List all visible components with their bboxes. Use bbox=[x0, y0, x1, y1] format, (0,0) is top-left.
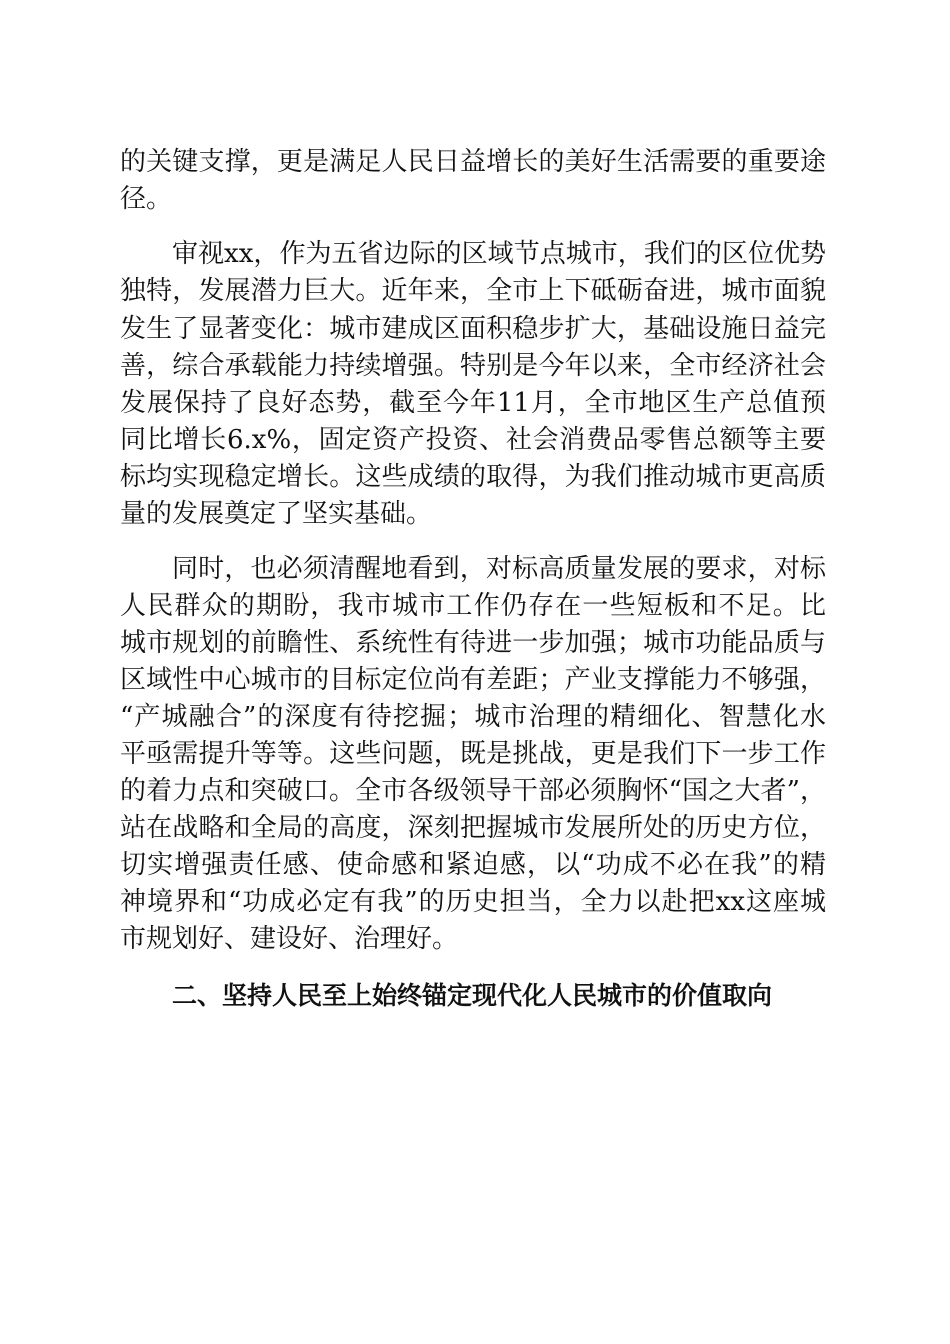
paragraph-3-line-11: 市规划好、建设好、治理好。 bbox=[120, 924, 459, 954]
paragraph-2-line-5: 发展保持了良好态势，截至今年11月，全市地区生产总值预 bbox=[120, 388, 826, 418]
paragraph-3-line-5: “产城融合”的深度有待挖掘；城市治理的精细化、智慧化水 bbox=[120, 702, 826, 732]
paragraph-2-line-2: 独特，发展潜力巨大。近年来，全市上下砥砺奋进，城市面貌 bbox=[120, 276, 826, 306]
paragraph-1-line-2: 径。 bbox=[120, 184, 173, 214]
paragraph-1-line-1: 的关键支撑，更是满足人民日益增长的美好生活需要的重要途 bbox=[120, 147, 826, 177]
paragraph-3-line-4: 区域性中心城市的目标定位尚有差距；产业支撑能力不够强， bbox=[120, 665, 826, 695]
paragraph-3-line-2: 人民群众的期盼，我市城市工作仍存在一些短板和不足。比 bbox=[120, 591, 826, 621]
paragraph-2-line-4: 善，综合承载能力持续增强。特别是今年以来，全市经济社会 bbox=[120, 351, 826, 381]
paragraph-2-line-1: 审视xx，作为五省边际的区域节点城市，我们的区位优势 bbox=[172, 239, 826, 269]
section-heading: 二、坚持人民至上始终锚定现代化人民城市的价值取向 bbox=[172, 981, 773, 1010]
paragraph-2-line-6: 同比增长6.x%，固定资产投资、社会消费品零售总额等主要 bbox=[120, 425, 826, 455]
paragraph-3-line-6: 平亟需提升等等。这些问题，既是挑战，更是我们下一步工作 bbox=[120, 739, 826, 769]
paragraph-3-line-3: 城市规划的前瞻性、系统性有待进一步加强；城市功能品质与 bbox=[120, 628, 826, 658]
paragraph-2-line-3: 发生了显著变化：城市建成区面积稳步扩大，基础设施日益完 bbox=[120, 314, 826, 344]
paragraph-3-line-1: 同时，也必须清醒地看到，对标高质量发展的要求，对标 bbox=[172, 554, 826, 584]
paragraph-3-line-8: 站在战略和全局的高度，深刻把握城市发展所处的历史方位， bbox=[120, 813, 826, 843]
paragraph-3-line-7: 的着力点和突破口。全市各级领导干部必须胸怀“国之大者”， bbox=[120, 776, 826, 806]
paragraph-3-line-9: 切实增强责任感、使命感和紧迫感，以“功成不必在我”的精 bbox=[120, 850, 826, 880]
paragraph-3-line-10: 神境界和“功成必定有我”的历史担当，全力以赴把xx这座城 bbox=[120, 887, 826, 917]
paragraph-2-line-7: 标均实现稳定增长。这些成绩的取得，为我们推动城市更高质 bbox=[120, 462, 826, 492]
paragraph-2-line-8: 量的发展奠定了坚实基础。 bbox=[120, 499, 433, 529]
